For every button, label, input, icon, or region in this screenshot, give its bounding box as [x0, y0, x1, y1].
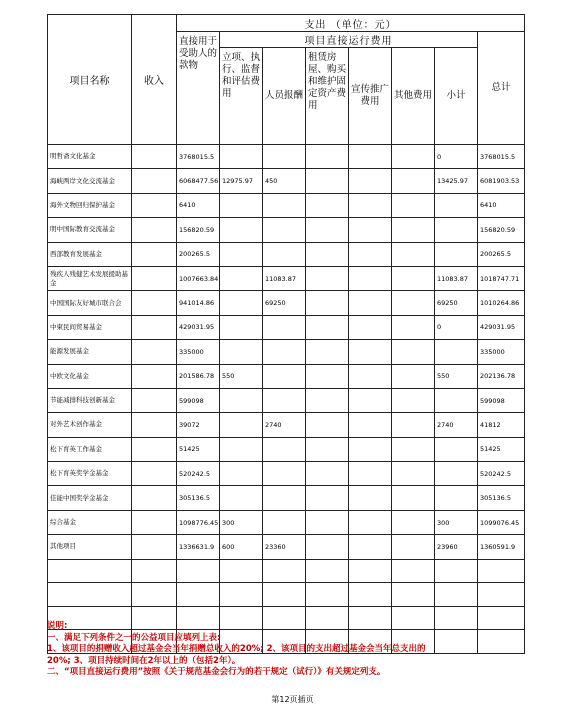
cell-aid [177, 559, 220, 583]
cell-promo [349, 291, 392, 315]
table-row [48, 388, 525, 412]
expense-table [47, 14, 525, 654]
cell-aid: 200265.5 [177, 242, 220, 266]
cell-name: 明中国际教育交流基金 [48, 218, 132, 242]
cell-staff [263, 315, 306, 339]
cell-other [392, 242, 435, 266]
cell-promo [349, 145, 392, 169]
cell-income [132, 535, 177, 559]
cell-total: 51425 [478, 437, 525, 461]
cell-total: 429031.95 [478, 315, 525, 339]
cell-aid: 6068477.56 [177, 169, 220, 193]
cell-proj [220, 193, 263, 217]
cell-staff [263, 437, 306, 461]
cell-name: 西部教育发展基金 [48, 242, 132, 266]
notes-line: 一、满足下列条件之一的公益项目应填列上表: [47, 632, 221, 643]
cell-income [132, 218, 177, 242]
cell-name: 其他项目 [48, 535, 132, 559]
cell-aid: 1336631.9 [177, 535, 220, 559]
table-row [48, 510, 525, 534]
cell-proj [220, 388, 263, 412]
cell-promo [349, 559, 392, 583]
cell-name: 佳能中国奖学金基金 [48, 486, 132, 510]
cell-staff [263, 193, 306, 217]
cell-promo [349, 169, 392, 193]
cell-other [392, 462, 435, 486]
table-row [48, 169, 525, 193]
cell-rent [306, 291, 349, 315]
cell-staff [263, 510, 306, 534]
cell-rent [306, 242, 349, 266]
cell-total [478, 559, 525, 583]
cell-sub [435, 583, 478, 607]
cell-proj [220, 462, 263, 486]
cell-aid: 1098776.45 [177, 510, 220, 534]
cell-proj [220, 486, 263, 510]
cell-income [132, 340, 177, 364]
cell-name: 节能减排科技创新基金 [48, 388, 132, 412]
cell-name: 能源发展基金 [48, 340, 132, 364]
cell-aid: 520242.5 [177, 462, 220, 486]
cell-name: 松下育英奖学金基金 [48, 462, 132, 486]
cell-rent [306, 169, 349, 193]
cell-income [132, 388, 177, 412]
cell-rent [306, 413, 349, 437]
cell-total: 200265.5 [478, 242, 525, 266]
table-row [48, 583, 525, 607]
cell-rent [306, 266, 349, 290]
cell-sub: 13425.97 [435, 169, 478, 193]
cell-sub: 69250 [435, 291, 478, 315]
cell-sub [435, 462, 478, 486]
notes-line: 1、该项目的捐赠收入超过基金会当年捐赠总收入的20%; 2、该项目的支出超过基金会当年总支出的 [47, 644, 426, 654]
table-row [48, 242, 525, 266]
cell-income [132, 145, 177, 169]
cell-promo [349, 218, 392, 242]
cell-promo [349, 462, 392, 486]
cell-staff [263, 486, 306, 510]
cell-name: 综合基金 [48, 510, 132, 534]
cell-other [392, 193, 435, 217]
cell-total: 599098 [478, 388, 525, 412]
cell-rent [306, 193, 349, 217]
cell-sub: 300 [435, 510, 478, 534]
cell-other [392, 364, 435, 388]
table-row [48, 413, 525, 437]
cell-aid: 156820.59 [177, 218, 220, 242]
cell-total: 41812 [478, 413, 525, 437]
cell-other [392, 145, 435, 169]
cell-aid: 3768015.5 [177, 145, 220, 169]
cell-staff [263, 388, 306, 412]
header-rent-assets: 租赁房屋、购买和维护固定资产费用 [306, 48, 349, 145]
notes-title: 说明: [47, 621, 68, 631]
table-row [48, 218, 525, 242]
cell-other [392, 388, 435, 412]
cell-proj: 12975.97 [220, 169, 263, 193]
cell-proj [220, 291, 263, 315]
cell-staff: 450 [263, 169, 306, 193]
notes-line: 20%; 3、项目持续时间在2年以上的（包括2年）。 [47, 655, 241, 666]
cell-name: 对外艺术创作基金 [48, 413, 132, 437]
cell-proj [220, 413, 263, 437]
cell-aid: 335000 [177, 340, 220, 364]
cell-income [132, 169, 177, 193]
table-row [48, 535, 525, 559]
cell-proj [220, 559, 263, 583]
cell-proj [220, 266, 263, 290]
cell-proj [220, 583, 263, 607]
project-expense-sheet [47, 14, 524, 654]
cell-income [132, 364, 177, 388]
header-promotion: 宣传推广费用 [349, 48, 392, 145]
cell-total: 305136.5 [478, 486, 525, 510]
cell-income [132, 266, 177, 290]
cell-income [132, 559, 177, 583]
cell-staff [263, 559, 306, 583]
cell-sub: 11083.87 [435, 266, 478, 290]
cell-staff [263, 145, 306, 169]
table-row [48, 364, 525, 388]
cell-income [132, 413, 177, 437]
cell-total: 1018747.71 [478, 266, 525, 290]
cell-total: 520242.5 [478, 462, 525, 486]
table-row [48, 291, 525, 315]
cell-other [392, 559, 435, 583]
cell-sub [435, 218, 478, 242]
cell-total: 335000 [478, 340, 525, 364]
header-staff-pay: 人员报酬 [263, 48, 306, 145]
cell-aid: 39072 [177, 413, 220, 437]
table-row [48, 559, 525, 583]
table-row [48, 145, 525, 169]
cell-income [132, 242, 177, 266]
cell-other [392, 413, 435, 437]
cell-other [392, 218, 435, 242]
cell-rent [306, 340, 349, 364]
cell-aid: 51425 [177, 437, 220, 461]
cell-total [478, 583, 525, 607]
header-project-name: 项目名称 [48, 15, 132, 145]
cell-promo [349, 413, 392, 437]
cell-aid: 201586.78 [177, 364, 220, 388]
cell-promo [349, 340, 392, 364]
cell-proj [220, 437, 263, 461]
cell-promo [349, 364, 392, 388]
cell-promo [349, 510, 392, 534]
cell-proj [220, 315, 263, 339]
cell-sub [435, 242, 478, 266]
cell-proj: 550 [220, 364, 263, 388]
cell-sub [435, 437, 478, 461]
cell-staff: 23360 [263, 535, 306, 559]
cell-other [392, 583, 435, 607]
cell-total: 156820.59 [478, 218, 525, 242]
cell-other [392, 486, 435, 510]
cell-sub: 0 [435, 145, 478, 169]
cell-promo [349, 388, 392, 412]
cell-name: 松下育英工作基金 [48, 437, 132, 461]
cell-income [132, 291, 177, 315]
cell-promo [349, 486, 392, 510]
cell-sub: 2740 [435, 413, 478, 437]
cell-aid [177, 583, 220, 607]
cell-income [132, 315, 177, 339]
notes-section [47, 621, 547, 679]
cell-other [392, 291, 435, 315]
cell-promo [349, 315, 392, 339]
cell-other [392, 340, 435, 364]
header-income: 收入 [132, 15, 177, 145]
cell-staff [263, 242, 306, 266]
cell-rent [306, 535, 349, 559]
cell-proj: 300 [220, 510, 263, 534]
cell-proj [220, 242, 263, 266]
cell-other [392, 510, 435, 534]
table-row [48, 486, 525, 510]
cell-rent [306, 437, 349, 461]
cell-staff [263, 583, 306, 607]
cell-sub [435, 486, 478, 510]
header-subtotal: 小计 [435, 48, 478, 145]
notes-line: 二、“项目直接运行费用”按照《关于规范基金会行为的若干规定（试行）》有关规定列支。 [47, 667, 386, 677]
cell-staff [263, 340, 306, 364]
cell-total: 1010264.86 [478, 291, 525, 315]
cell-name: 中柬民间贸易基金 [48, 315, 132, 339]
cell-promo [349, 242, 392, 266]
cell-sub: 0 [435, 315, 478, 339]
cell-sub [435, 388, 478, 412]
cell-rent [306, 388, 349, 412]
cell-staff [263, 462, 306, 486]
cell-other [392, 437, 435, 461]
cell-promo [349, 193, 392, 217]
cell-total: 3768015.5 [478, 145, 525, 169]
cell-sub: 23960 [435, 535, 478, 559]
cell-promo [349, 535, 392, 559]
cell-staff: 11083.87 [263, 266, 306, 290]
cell-aid: 1007663.84 [177, 266, 220, 290]
header-total: 总计 [478, 32, 525, 145]
cell-name: 海外文物回归保护基金 [48, 193, 132, 217]
cell-name [48, 583, 132, 607]
cell-aid: 599098 [177, 388, 220, 412]
cell-rent [306, 364, 349, 388]
cell-total: 202136.78 [478, 364, 525, 388]
cell-promo [349, 266, 392, 290]
cell-total: 6081903.53 [478, 169, 525, 193]
cell-name: 残疾人残健艺术发展援助基金 [48, 266, 132, 290]
cell-total: 1360591.9 [478, 535, 525, 559]
header-other: 其他费用 [392, 48, 435, 145]
cell-rent [306, 145, 349, 169]
cell-sub [435, 340, 478, 364]
cell-promo [349, 437, 392, 461]
cell-proj [220, 340, 263, 364]
cell-total: 6410 [478, 193, 525, 217]
page-footer: 第12页插页 [271, 695, 314, 704]
cell-sub: 550 [435, 364, 478, 388]
cell-total: 1099076.45 [478, 510, 525, 534]
cell-income [132, 583, 177, 607]
cell-proj [220, 145, 263, 169]
cell-rent [306, 559, 349, 583]
cell-aid: 429031.95 [177, 315, 220, 339]
table-row [48, 315, 525, 339]
table-row [48, 340, 525, 364]
table-row [48, 193, 525, 217]
cell-other [392, 266, 435, 290]
cell-other [392, 535, 435, 559]
cell-income [132, 486, 177, 510]
cell-income [132, 193, 177, 217]
header-spend-unit: 支出 （单位：元） [177, 15, 525, 32]
cell-income [132, 462, 177, 486]
cell-promo [349, 583, 392, 607]
cell-other [392, 169, 435, 193]
cell-aid: 6410 [177, 193, 220, 217]
cell-rent [306, 315, 349, 339]
table-row [48, 462, 525, 486]
table-row [48, 437, 525, 461]
cell-staff: 69250 [263, 291, 306, 315]
table-row [48, 266, 525, 290]
cell-aid: 941014.86 [177, 291, 220, 315]
header-direct-aid: 直接用于受助人的款物 [177, 32, 220, 145]
cell-income [132, 510, 177, 534]
cell-name: 中国国际友好城市联合会 [48, 291, 132, 315]
cell-name: 中欧文化基金 [48, 364, 132, 388]
cell-aid: 305136.5 [177, 486, 220, 510]
cell-income [132, 437, 177, 461]
cell-name: 海峡两岸文化交流基金 [48, 169, 132, 193]
cell-proj: 600 [220, 535, 263, 559]
header-direct-cost: 项目直接运行费用 [220, 32, 478, 48]
cell-rent [306, 486, 349, 510]
cell-staff [263, 364, 306, 388]
cell-sub [435, 193, 478, 217]
cell-name: 明哲斋文化基金 [48, 145, 132, 169]
cell-other [392, 315, 435, 339]
cell-rent [306, 462, 349, 486]
cell-sub [435, 559, 478, 583]
header-project-cost: 立项、执行、监督和评估费用 [220, 48, 263, 145]
cell-staff [263, 218, 306, 242]
cell-rent [306, 218, 349, 242]
cell-proj [220, 218, 263, 242]
cell-rent [306, 583, 349, 607]
cell-name [48, 559, 132, 583]
cell-staff: 2740 [263, 413, 306, 437]
cell-rent [306, 510, 349, 534]
